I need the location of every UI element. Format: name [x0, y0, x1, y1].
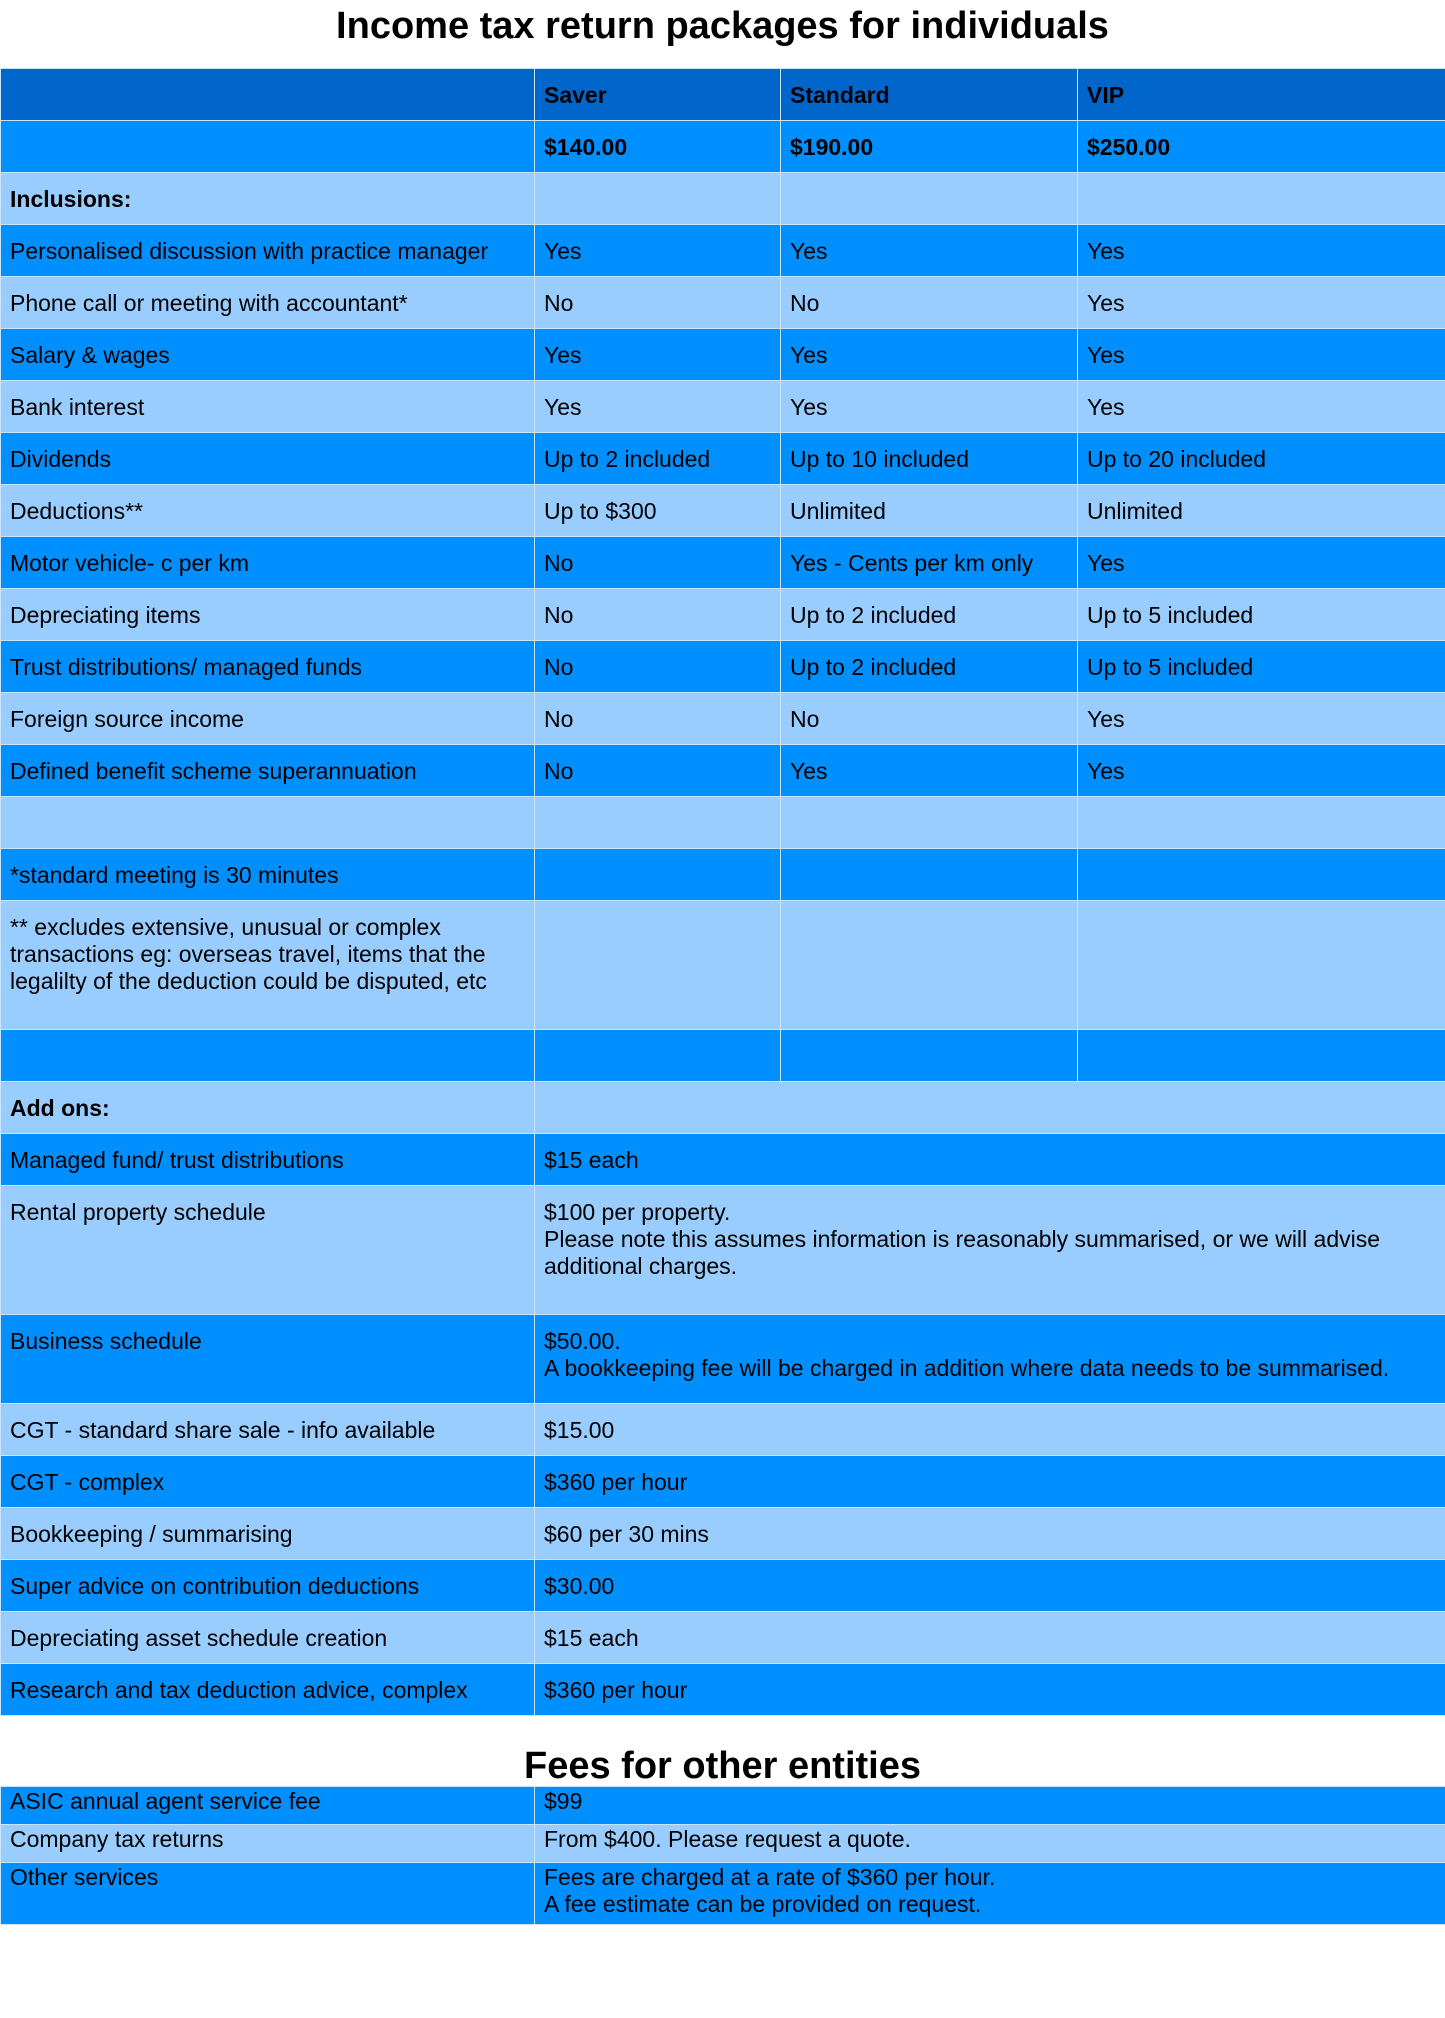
inclusion-saver: Yes: [535, 329, 781, 381]
package-price-row: [1, 121, 1445, 173]
fee-row: [1, 1825, 1445, 1863]
empty-cell: [1, 1030, 535, 1082]
empty-cell: [535, 1030, 781, 1082]
inclusion-standard: Unlimited: [781, 485, 1078, 537]
inclusions-label: Inclusions:: [1, 173, 535, 225]
addon-label: CGT - standard share sale - info available: [1, 1404, 535, 1456]
addon-price: $15.00: [535, 1404, 1445, 1456]
other-entities-title: Fees for other entities: [524, 1745, 921, 1787]
inclusion-row: [1, 537, 1445, 589]
inclusion-vip: Unlimited: [1078, 485, 1445, 537]
empty-cell: [781, 1030, 1078, 1082]
inclusions-section-row: [1, 173, 1445, 225]
inclusion-vip: Up to 20 included: [1078, 433, 1445, 485]
fee-label: ASIC annual agent service fee: [1, 1787, 535, 1825]
addon-label: Bookkeeping / summarising: [1, 1508, 535, 1560]
inclusion-vip: Yes: [1078, 329, 1445, 381]
header-cell-vip: VIP: [1078, 69, 1445, 121]
empty-cell: [535, 849, 781, 901]
addon-row: [1, 1456, 1445, 1508]
empty-cell: [535, 901, 781, 1030]
fee-row: [1, 1863, 1445, 1925]
inclusion-saver: Up to 2 included: [535, 433, 781, 485]
inclusion-saver: No: [535, 277, 781, 329]
addon-row: [1, 1664, 1445, 1716]
addon-price: $15 each: [535, 1134, 1445, 1186]
inclusion-label: Phone call or meeting with accountant*: [1, 277, 535, 329]
inclusion-saver: No: [535, 589, 781, 641]
fee-row: [1, 1787, 1445, 1825]
inclusion-row: [1, 485, 1445, 537]
empty-cell: [535, 1082, 1445, 1134]
inclusion-standard: No: [781, 277, 1078, 329]
inclusion-saver: Yes: [535, 225, 781, 277]
addon-price: $360 per hour: [535, 1664, 1445, 1716]
inclusion-vip: Yes: [1078, 537, 1445, 589]
addon-row: [1, 1186, 1445, 1315]
inclusion-standard: Yes - Cents per km only: [781, 537, 1078, 589]
addon-price: $360 per hour: [535, 1456, 1445, 1508]
empty-cell: [781, 849, 1078, 901]
inclusion-standard: Up to 10 included: [781, 433, 1078, 485]
deductions-note: ** excludes extensive, unusual or complex transactions eg: overseas travel, items that the legalilty of the deduction could be disputed, etc: [1, 901, 535, 1030]
inclusion-standard: Yes: [781, 225, 1078, 277]
inclusion-saver: Up to $300: [535, 485, 781, 537]
inclusion-row: [1, 277, 1445, 329]
price-standard: $190.00: [781, 121, 1078, 173]
inclusion-vip: Yes: [1078, 693, 1445, 745]
price-cell-blank: [1, 121, 535, 173]
inclusion-saver: No: [535, 745, 781, 797]
price-saver: $140.00: [535, 121, 781, 173]
inclusion-standard: Yes: [781, 745, 1078, 797]
inclusion-standard: Up to 2 included: [781, 589, 1078, 641]
fee-value: From $400. Please request a quote.: [535, 1825, 1445, 1863]
empty-cell: [781, 173, 1078, 225]
other-entities-table: [0, 1786, 1445, 1925]
empty-cell: [1, 797, 535, 849]
inclusion-label: Deductions**: [1, 485, 535, 537]
addon-price: $60 per 30 mins: [535, 1508, 1445, 1560]
inclusion-row: [1, 745, 1445, 797]
empty-cell: [1078, 849, 1445, 901]
header-cell-standard: Standard: [781, 69, 1078, 121]
price-vip: $250.00: [1078, 121, 1445, 173]
addon-label: Managed fund/ trust distributions: [1, 1134, 535, 1186]
inclusion-saver: No: [535, 693, 781, 745]
header-cell-blank: [1, 69, 535, 121]
inclusion-row: [1, 641, 1445, 693]
empty-cell: [1078, 1030, 1445, 1082]
addon-price: $50.00. A bookkeeping fee will be charged in addition where data needs to be summarised.: [535, 1315, 1445, 1404]
header-cell-saver: Saver: [535, 69, 781, 121]
empty-cell: [1078, 901, 1445, 1030]
standard-meeting-note: *standard meeting is 30 minutes: [1, 849, 535, 901]
inclusion-vip: Up to 5 included: [1078, 589, 1445, 641]
inclusion-row: [1, 693, 1445, 745]
fee-value: $99: [535, 1787, 1445, 1825]
inclusion-row: [1, 433, 1445, 485]
fee-value: Fees are charged at a rate of $360 per hour. A fee estimate can be provided on request.: [535, 1863, 1445, 1925]
addon-row: [1, 1508, 1445, 1560]
empty-cell: [781, 901, 1078, 1030]
inclusion-label: Dividends: [1, 433, 535, 485]
inclusion-row: [1, 329, 1445, 381]
addon-price: $15 each: [535, 1612, 1445, 1664]
addon-price: $30.00: [535, 1560, 1445, 1612]
addon-label: Business schedule: [1, 1315, 535, 1404]
inclusion-standard: Yes: [781, 329, 1078, 381]
inclusion-label: Salary & wages: [1, 329, 535, 381]
note-row: [1, 849, 1445, 901]
inclusion-saver: No: [535, 537, 781, 589]
addon-label: Rental property schedule: [1, 1186, 535, 1315]
addon-label: Super advice on contribution deductions: [1, 1560, 535, 1612]
empty-cell: [535, 797, 781, 849]
empty-cell: [1078, 173, 1445, 225]
addon-label: CGT - complex: [1, 1456, 535, 1508]
inclusion-row: [1, 225, 1445, 277]
empty-cell: [535, 173, 781, 225]
addon-row: [1, 1560, 1445, 1612]
addon-row: [1, 1612, 1445, 1664]
addon-price: $100 per property. Please note this assumes information is reasonably summarised, or we will advise additional charges.: [535, 1186, 1445, 1315]
spacer-row: [1, 1030, 1445, 1082]
inclusion-standard: No: [781, 693, 1078, 745]
inclusion-vip: Yes: [1078, 381, 1445, 433]
inclusion-label: Personalised discussion with practice manager: [1, 225, 535, 277]
inclusion-row: [1, 589, 1445, 641]
fee-label: Other services: [1, 1863, 535, 1925]
inclusion-label: Motor vehicle- c per km: [1, 537, 535, 589]
addon-label: Research and tax deduction advice, complex: [1, 1664, 535, 1716]
fee-label: Company tax returns: [1, 1825, 535, 1863]
inclusion-row: [1, 381, 1445, 433]
spacer-row: [1, 797, 1445, 849]
inclusion-label: Defined benefit scheme superannuation: [1, 745, 535, 797]
inclusion-vip: Yes: [1078, 277, 1445, 329]
addon-row: [1, 1315, 1445, 1404]
inclusion-standard: Up to 2 included: [781, 641, 1078, 693]
inclusion-label: Depreciating items: [1, 589, 535, 641]
addon-label: Depreciating asset schedule creation: [1, 1612, 535, 1664]
inclusion-saver: No: [535, 641, 781, 693]
inclusion-saver: Yes: [535, 381, 781, 433]
packages-table: [0, 68, 1445, 1716]
inclusion-label: Bank interest: [1, 381, 535, 433]
inclusion-label: Trust distributions/ managed funds: [1, 641, 535, 693]
addons-label: Add ons:: [1, 1082, 535, 1134]
page-title: Income tax return packages for individuals: [336, 5, 1109, 47]
note-row: [1, 901, 1445, 1030]
addon-row: [1, 1404, 1445, 1456]
inclusion-vip: Up to 5 included: [1078, 641, 1445, 693]
addon-row: [1, 1134, 1445, 1186]
inclusion-standard: Yes: [781, 381, 1078, 433]
addons-section-row: [1, 1082, 1445, 1134]
package-header-row: [1, 69, 1445, 121]
inclusion-vip: Yes: [1078, 745, 1445, 797]
inclusion-label: Foreign source income: [1, 693, 535, 745]
empty-cell: [1078, 797, 1445, 849]
inclusion-vip: Yes: [1078, 225, 1445, 277]
empty-cell: [781, 797, 1078, 849]
